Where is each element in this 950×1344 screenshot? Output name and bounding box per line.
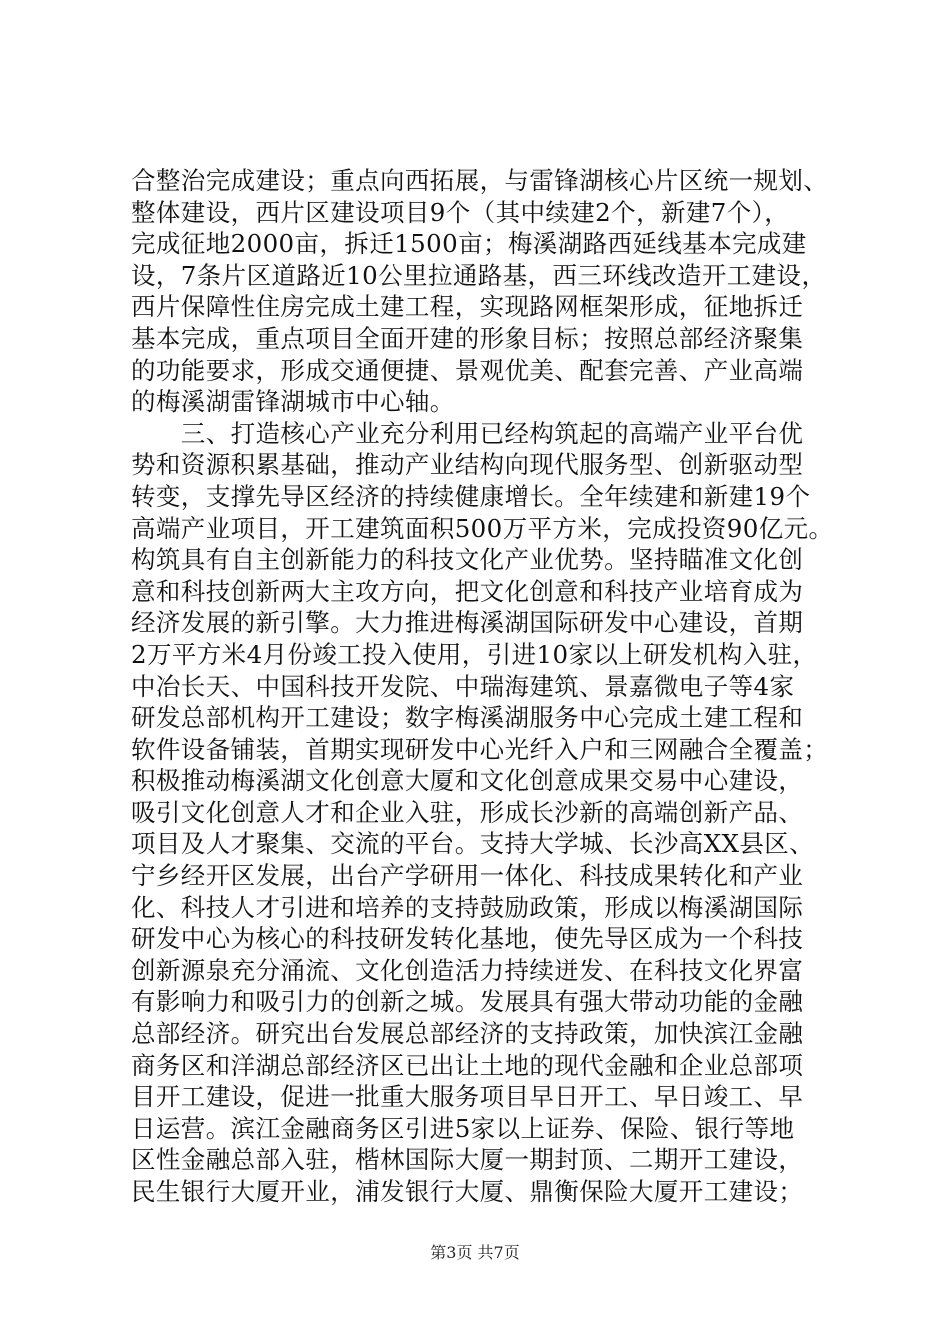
- text-line: 民生银行大厦开业，浦发银行大厦、鼎衡保险大厦开工建设；: [131, 1177, 804, 1206]
- text-line: 研发中心为核心的科技研发转化基地，使先导区成为一个科技: [131, 924, 804, 954]
- text-line: 高端产业项目，开工建筑面积500万平方米，完成投资90亿元。: [131, 513, 834, 543]
- text-line: 的梅溪湖雷锋湖城市中心轴。: [131, 387, 455, 417]
- text-line: 日运营。滨江金融商务区引进5家以上证券、保险、银行等地: [131, 1113, 795, 1143]
- text-line: 化、科技人才引进和培养的支持鼓励政策，形成以梅溪湖国际: [131, 892, 804, 922]
- text-line: 项目及人才聚集、交流的平台。支持大学城、长沙高XX县区、: [131, 829, 815, 859]
- text-line: 意和科技创新两大主攻方向，把文化创意和科技产业培育成为: [131, 576, 804, 606]
- page-footer: 第3页 共7页: [430, 1243, 520, 1262]
- document-body: [131, 165, 834, 1208]
- text-line: 区性金融总部入驻，楷林国际大厦一期封顶、二期开工建设，: [131, 1145, 804, 1175]
- text-line: 宁乡经开区发展，出台产学研用一体化、科技成果转化和产业: [131, 861, 804, 891]
- text-line: 经济发展的新引擎。大力推进梅溪湖国际研发中心建设，首期: [131, 608, 804, 638]
- text-line: 设，7条片区道路近10公里拉通路基，西三环线改造开工建设，: [131, 260, 827, 290]
- text-line: 商务区和洋湖总部经济区已出让土地的现代金融和企业总部项: [131, 1050, 804, 1080]
- text-line: 的功能要求，形成交通便捷、景观优美、配套完善、产业高端: [131, 355, 804, 385]
- text-line: 构筑具有自主创新能力的科技文化产业优势。坚持瞄准文化创: [131, 545, 804, 575]
- text-line: 西片保障性住房完成土建工程，实现路网框架形成，征地拆迁: [131, 292, 804, 322]
- text-line: 积极推动梅溪湖文化创意大厦和文化创意成果交易中心建设，: [131, 766, 804, 796]
- text-line: 基本完成，重点项目全面开建的形象目标；按照总部经济聚集: [131, 323, 804, 353]
- text-line: 三、打造核心产业充分利用已经构筑起的高端产业平台优: [131, 418, 804, 448]
- text-line: 合整治完成建设；重点向西拓展，与雷锋湖核心片区统一规划、: [131, 166, 829, 195]
- text-line: 总部经济。研究出台发展总部经济的支持政策，加快滨江金融: [131, 1019, 804, 1049]
- text-line: 中冶长天、中国科技开发院、中瑞海建筑、景嘉微电子等4家: [131, 671, 795, 701]
- text-line: 有影响力和吸引力的创新之城。发展具有强大带动功能的金融: [131, 987, 804, 1017]
- text-line: 目开工建设，促进一批重大服务项目早日开工、早日竣工、早: [131, 1082, 804, 1112]
- text-line: 创新源泉充分涌流、文化创造活力持续迸发、在科技文化界富: [131, 955, 804, 985]
- text-line: 研发总部机构开工建设；数字梅溪湖服务中心完成土建工程和: [131, 703, 804, 733]
- text-line: 势和资源积累基础，推动产业结构向现代服务型、创新驱动型: [131, 450, 804, 480]
- text-line: 整体建设，西片区建设项目9个（其中续建2个，新建7个），: [131, 197, 790, 227]
- text-line: 转变，支撑先导区经济的持续健康增长。全年续建和新建19个: [131, 481, 811, 511]
- text-line: 软件设备铺装，首期实现研发中心光纤入户和三网融合全覆盖；: [131, 734, 829, 764]
- text-line: 2万平方米4月份竣工投入使用，引进10家以上研发机构入驻，: [131, 639, 818, 669]
- text-line: 吸引文化创意人才和企业入驻，形成长沙新的高端创新产品、: [131, 797, 804, 827]
- text-line: 完成征地2000亩，拆迁1500亩；梅溪湖路西延线基本完成建: [131, 229, 807, 259]
